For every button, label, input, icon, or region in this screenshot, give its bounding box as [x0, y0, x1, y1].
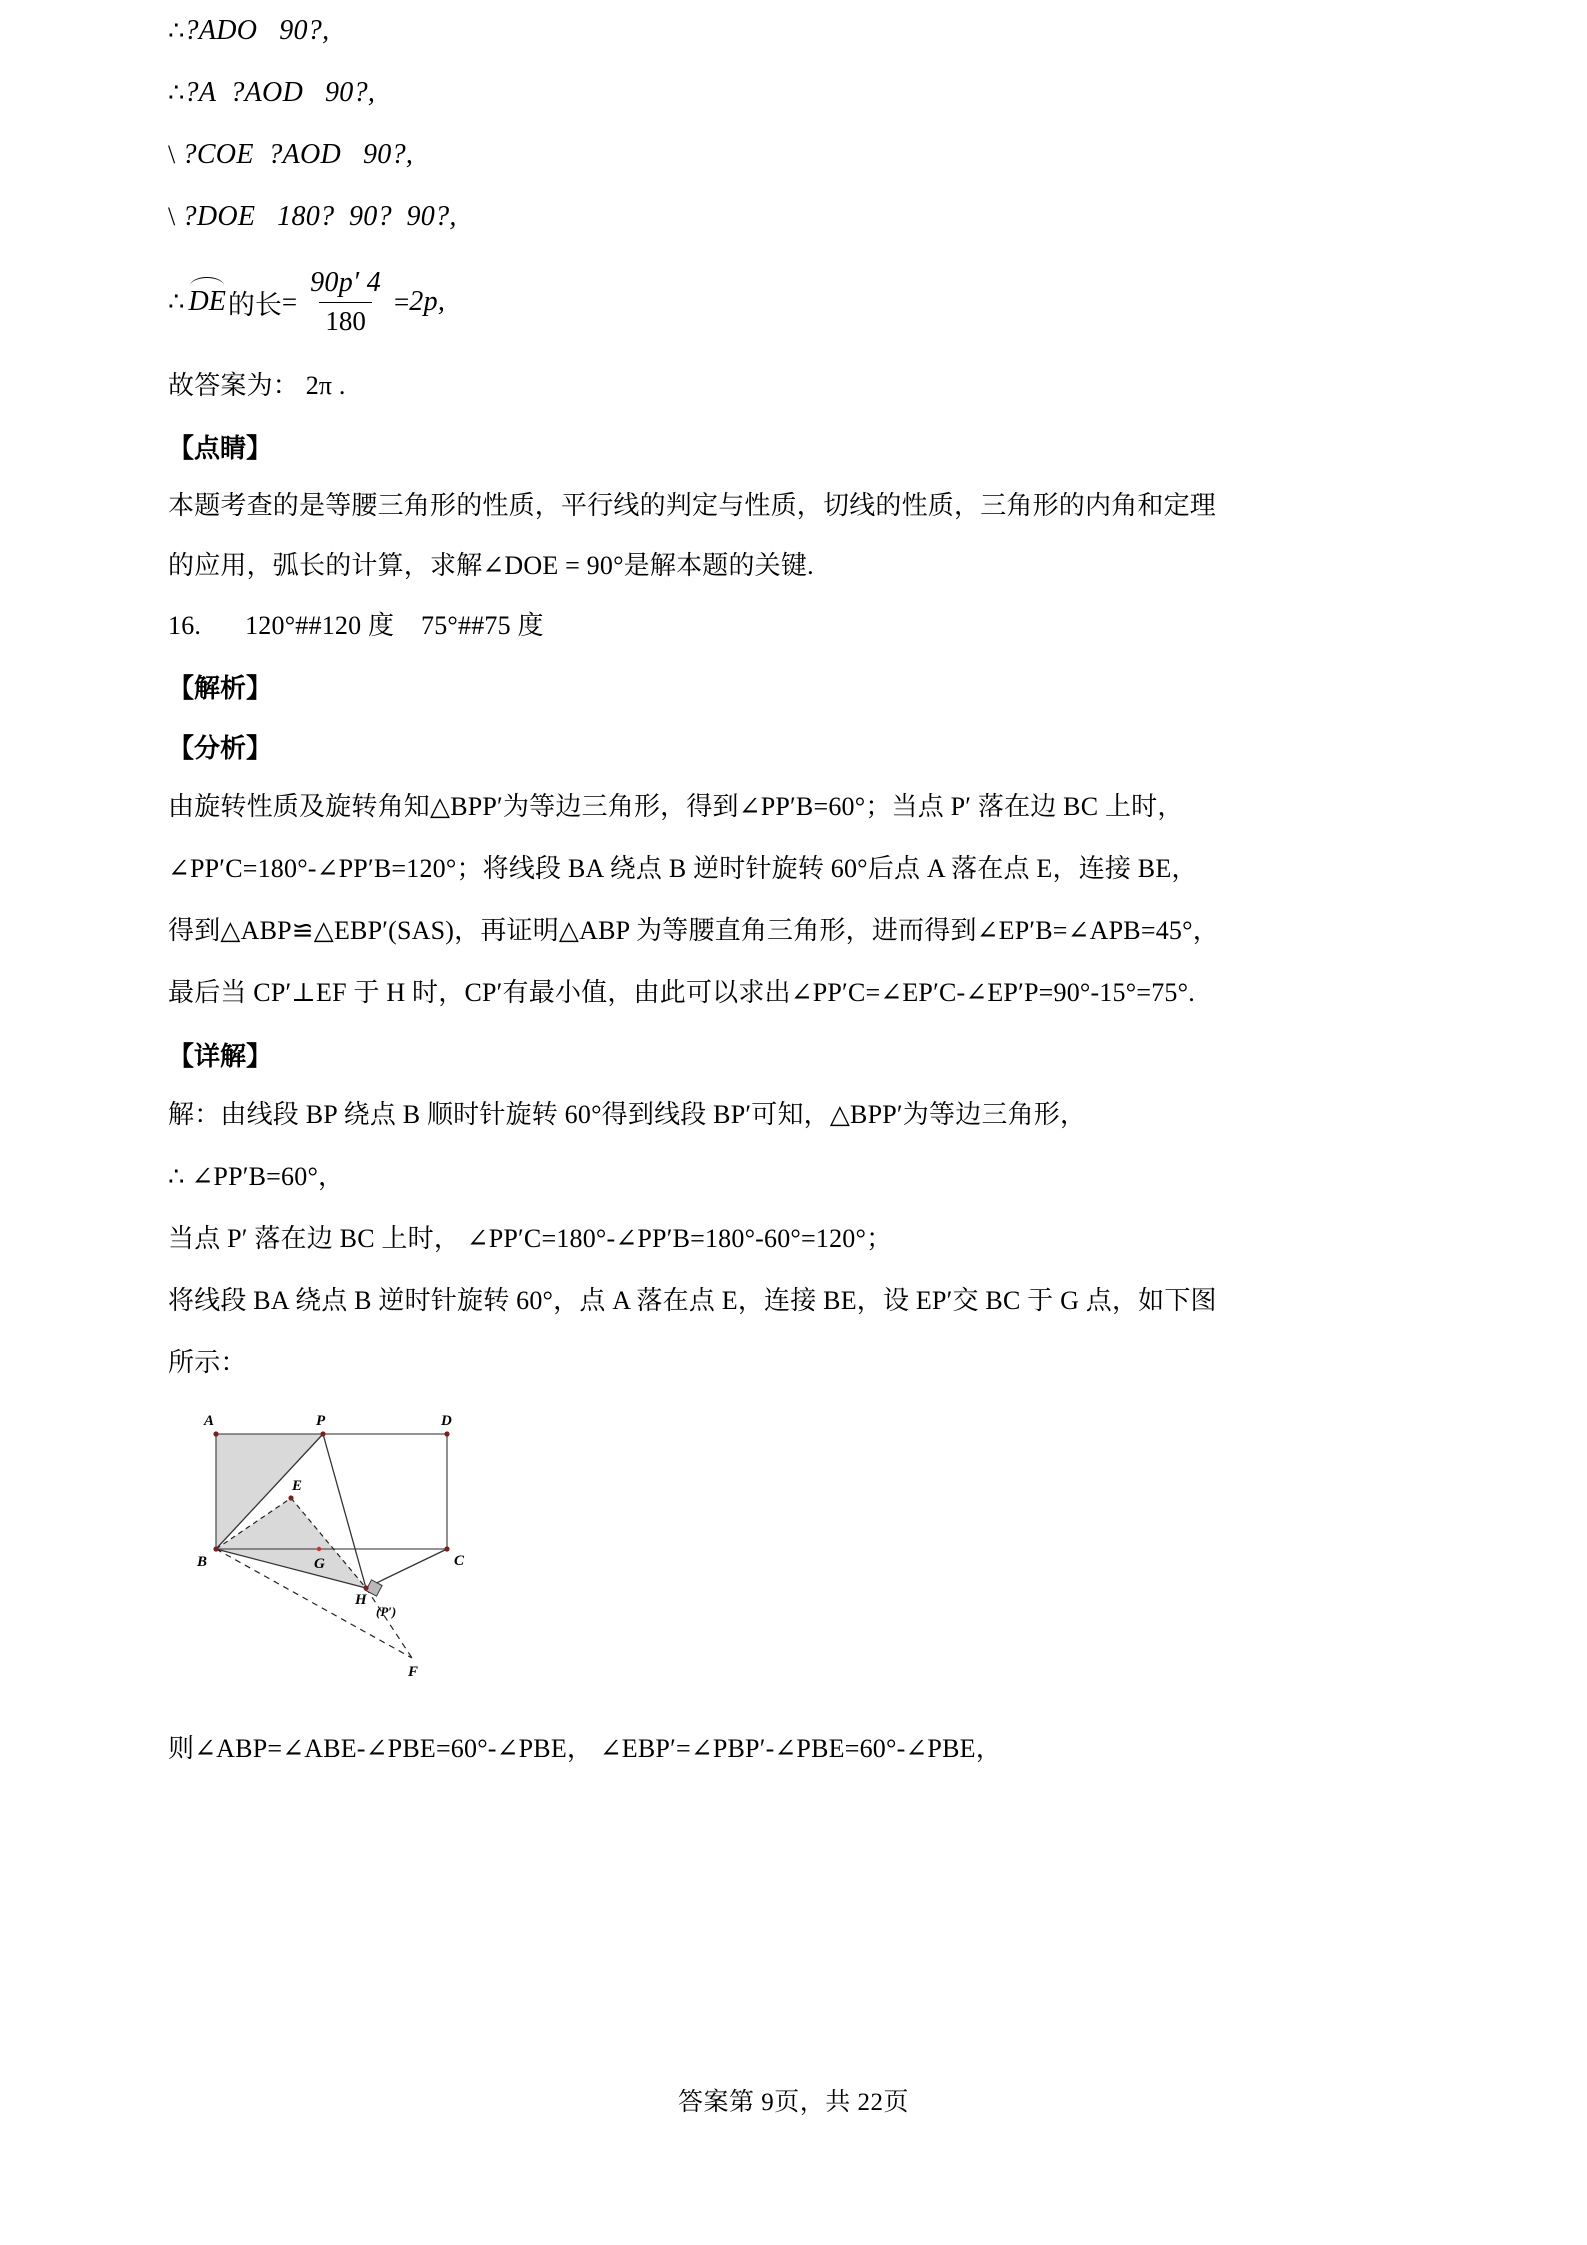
therefore-symbol: ∴: [168, 287, 185, 316]
solution-line-text: ?ADO 90?,: [184, 15, 330, 46]
segment-hc: [366, 1549, 447, 1588]
backslash-symbol: \: [168, 202, 176, 231]
question-16-answers: 120°##120 度 75°##75 度: [245, 611, 544, 640]
page-footer: 答案第 9页，共 22页: [677, 2089, 909, 2116]
vertex-point-h: [363, 1585, 368, 1590]
detail-line-1: 解：由线段 BP 绕点 B 顺时针旋转 60°得到线段 BP′可知，△BPP′为等边三角形，: [168, 1100, 1087, 1129]
fraction-denominator: 180: [319, 302, 372, 337]
analysis-line-2: ∠PP′C=180°-∠PP′B=120°；将线段 BA 绕点 B 逆时针旋转 60°后点 A 落在点 E，连接 BE，: [168, 854, 1198, 883]
detail-line-5: 所示：: [168, 1348, 247, 1377]
vertex-point-c: [444, 1546, 449, 1551]
vertex-point-p: [320, 1431, 325, 1436]
vertex-point-e: [288, 1495, 293, 1500]
section-header-jiexi: 【解析】: [168, 673, 273, 703]
section-header-dianjing: 【点睛】: [168, 433, 273, 463]
arc-de-symbol: [189, 286, 226, 318]
figure-label-f: F: [408, 1664, 419, 1680]
vertex-point-a: [213, 1431, 218, 1436]
solution-line-ado: [168, 0, 1423, 62]
figure-label-a: A: [204, 1413, 215, 1429]
page-content: [168, 0, 1423, 1780]
figure-label-c: C: [454, 1553, 465, 1569]
fraction-numerator: 90p′ 4: [310, 267, 382, 298]
figure-label-e: E: [292, 1478, 303, 1494]
vertex-point-g: [317, 1547, 321, 1551]
figure-label-h: H: [355, 1592, 367, 1608]
solution-line-coe: [168, 124, 1423, 186]
therefore-symbol: ∴: [168, 16, 185, 45]
solution-line-a-aod: [168, 62, 1423, 124]
section-header-fenxi: 【分析】: [168, 733, 273, 763]
figure-label-d: D: [441, 1413, 452, 1429]
closing-line: 则∠ABP=∠ABE-∠PBE=60°-∠PBE， ∠EBP′=∠PBP′-∠PBE=60°-∠PBE，: [168, 1734, 1002, 1763]
figure-label-p: P: [316, 1413, 326, 1429]
question-16-number: 16.: [168, 611, 202, 640]
geometry-figure: [186, 1408, 606, 1708]
dianjing-body-line-2: 的应用，弧长的计算，求解∠DOE = 90°是解本题的关键.: [168, 551, 814, 580]
detail-line-4: 将线段 BA 绕点 B 逆时针旋转 60°，点 A 落在点 E，连接 BE，设 EP′交 BC 于 G 点，如下图: [168, 1286, 1217, 1315]
figure-label-p-prime: (P′): [376, 1604, 397, 1619]
solution-line-text: ?COE ?AOD 90?,: [175, 139, 414, 170]
analysis-line-1: 由旋转性质及旋转角知△BPP′为等边三角形，得到∠PP′B=60°；当点 P′ 落在边 BC 上时，: [168, 792, 1184, 821]
solution-line-text: ?DOE 180? 90? 90?,: [175, 201, 457, 232]
segment-hf-dashed: [366, 1588, 412, 1658]
geometry-figure-svg: [186, 1408, 606, 1708]
analysis-line-3: 得到△ABP≌△EBP′(SAS)，再证明△ABP 为等腰直角三角形，进而得到∠EP′B=∠APB=45°，: [168, 916, 1219, 945]
therefore-symbol: ∴: [168, 78, 185, 107]
equals-sign: =: [281, 286, 298, 317]
arc-length-result: 2p,: [409, 286, 446, 317]
arc-overline-icon: [190, 277, 224, 286]
solution-line-doe: [168, 186, 1423, 248]
figure-label-g: G: [314, 1556, 325, 1572]
equals-sign-2: =: [394, 286, 410, 317]
section-header-xiangjie: 【详解】: [168, 1041, 273, 1071]
question-16-row: [168, 596, 1423, 656]
vertex-point-d: [444, 1431, 449, 1436]
arc-length-formula: [168, 248, 1423, 356]
vertex-point-b: [213, 1546, 218, 1551]
analysis-line-4: 最后当 CP′⊥EF 于 H 时，CP′有最小值，由此可以求出∠PP′C=∠EP′C-∠EP′P=90°-15°=75°.: [168, 978, 1195, 1007]
final-answer-line: 故答案为： 2π .: [168, 371, 346, 400]
backslash-symbol: \: [168, 140, 176, 169]
detail-line-3: 当点 P′ 落在边 BC 上时， ∠PP′C=180°-∠PP′B=180°-60°=120°；: [168, 1224, 893, 1253]
arc-length-cn-text: 的长: [227, 289, 282, 320]
detail-line-2: ∴ ∠PP′B=60°，: [168, 1162, 345, 1191]
dianjing-body-line-1: 本题考查的是等腰三角形的性质，平行线的判定与性质，切线的性质，三角形的内角和定理: [168, 491, 1217, 520]
figure-label-b: B: [197, 1554, 208, 1570]
arc-de-label: DE: [188, 286, 226, 317]
fraction: [304, 267, 387, 337]
solution-line-text: ?A ?AOD 90?,: [184, 77, 376, 108]
